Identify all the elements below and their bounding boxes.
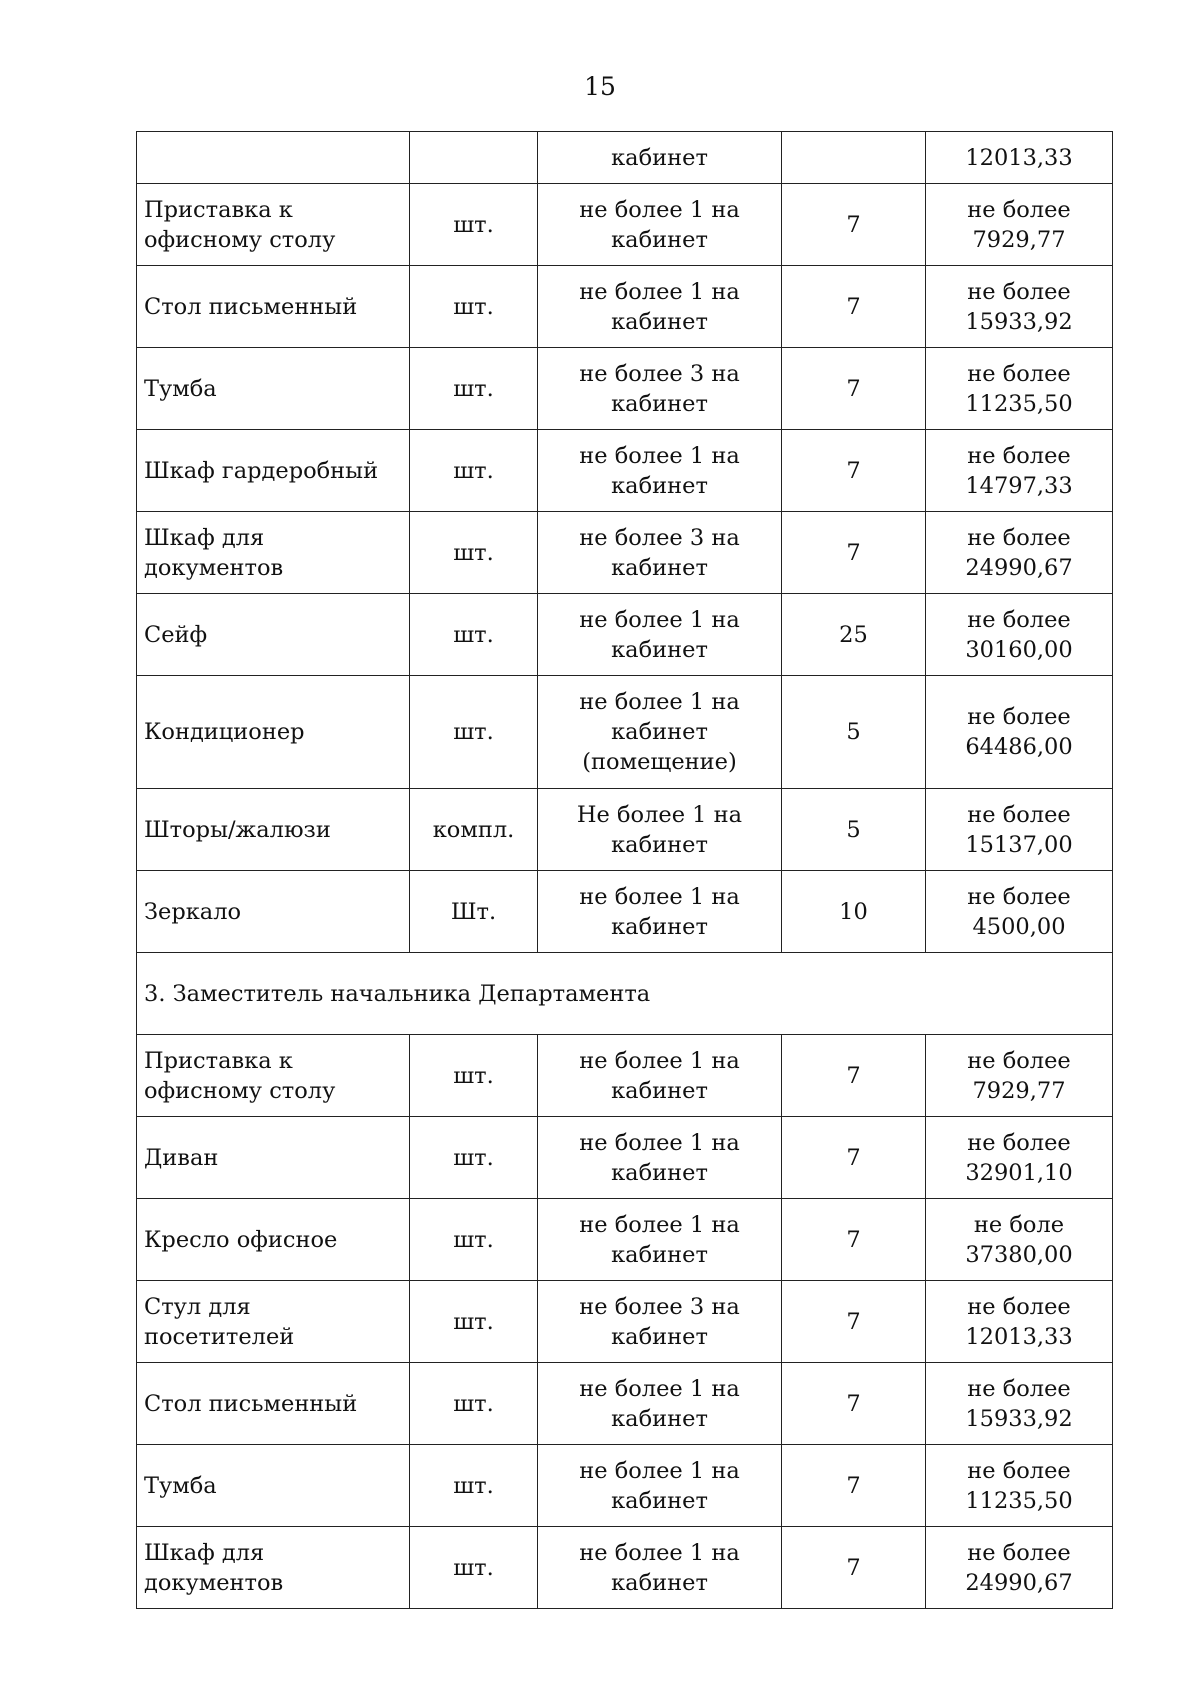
item-max-price: не более 30160,00 — [926, 594, 1113, 676]
table-row — [137, 1199, 1113, 1281]
item-name: Стол письменный — [137, 1363, 410, 1445]
item-name: Зеркало — [137, 871, 410, 953]
item-max-price: не более 15933,92 — [926, 1363, 1113, 1445]
item-name: Шторы/жалюзи — [137, 789, 410, 871]
item-name: Тумба — [137, 1445, 410, 1527]
item-quantity-norm: не более 1 на кабинет — [538, 1199, 782, 1281]
item-service-life: 7 — [782, 1199, 926, 1281]
table-row — [137, 1117, 1113, 1199]
item-unit: Шт. — [410, 871, 538, 953]
item-unit: шт. — [410, 430, 538, 512]
item-service-life: 7 — [782, 1527, 926, 1609]
item-quantity-norm: кабинет — [538, 132, 782, 184]
table-row — [137, 594, 1113, 676]
item-name: Кондиционер — [137, 676, 410, 789]
table-row — [137, 184, 1113, 266]
item-service-life: 7 — [782, 1281, 926, 1363]
item-quantity-norm: не более 1 на кабинет — [538, 184, 782, 266]
item-max-price: не более 7929,77 — [926, 184, 1113, 266]
item-quantity-norm: не более 3 на кабинет — [538, 512, 782, 594]
item-name: Шкаф для документов — [137, 1527, 410, 1609]
furniture-norms-table — [136, 131, 1113, 1609]
item-name: Кресло офисное — [137, 1199, 410, 1281]
item-unit: шт. — [410, 676, 538, 789]
item-unit: шт. — [410, 1199, 538, 1281]
item-max-price: не более 12013,33 — [926, 1281, 1113, 1363]
item-quantity-norm: не более 1 на кабинет — [538, 1035, 782, 1117]
item-service-life: 5 — [782, 676, 926, 789]
item-max-price: не боле 37380,00 — [926, 1199, 1113, 1281]
item-name: Приставка к офисному столу — [137, 184, 410, 266]
item-service-life: 7 — [782, 1035, 926, 1117]
item-max-price: не более 15137,00 — [926, 789, 1113, 871]
item-max-price: не более 32901,10 — [926, 1117, 1113, 1199]
item-unit: шт. — [410, 266, 538, 348]
item-unit: шт. — [410, 594, 538, 676]
item-max-price: не более 11235,50 — [926, 348, 1113, 430]
item-service-life: 7 — [782, 512, 926, 594]
item-service-life: 5 — [782, 789, 926, 871]
item-service-life: 25 — [782, 594, 926, 676]
item-quantity-norm: не более 1 на кабинет — [538, 430, 782, 512]
item-unit: шт. — [410, 1527, 538, 1609]
item-unit: шт. — [410, 1363, 538, 1445]
item-max-price: не более 24990,67 — [926, 1527, 1113, 1609]
item-name: Шкаф гардеробный — [137, 430, 410, 512]
item-max-price: не более 7929,77 — [926, 1035, 1113, 1117]
item-unit: шт. — [410, 1281, 538, 1363]
item-name — [137, 132, 410, 184]
table-row — [137, 1363, 1113, 1445]
section-title: 3. Заместитель начальника Департамента — [137, 953, 1113, 1035]
item-max-price: не более 4500,00 — [926, 871, 1113, 953]
item-service-life: 7 — [782, 1117, 926, 1199]
table-row — [137, 266, 1113, 348]
table-row-continued — [137, 132, 1113, 184]
item-unit: компл. — [410, 789, 538, 871]
item-max-price: не более 14797,33 — [926, 430, 1113, 512]
page-number: 15 — [584, 72, 616, 101]
item-quantity-norm: не более 1 на кабинет — [538, 594, 782, 676]
item-quantity-norm: не более 1 на кабинет — [538, 266, 782, 348]
item-service-life — [782, 132, 926, 184]
table-row — [137, 1527, 1113, 1609]
item-service-life: 7 — [782, 348, 926, 430]
item-unit — [410, 132, 538, 184]
item-max-price: не более 24990,67 — [926, 512, 1113, 594]
table-row — [137, 348, 1113, 430]
item-name: Стул для посетителей — [137, 1281, 410, 1363]
table-row — [137, 789, 1113, 871]
item-quantity-norm: не более 1 на кабинет — [538, 871, 782, 953]
item-service-life: 7 — [782, 430, 926, 512]
item-quantity-norm: не более 3 на кабинет — [538, 1281, 782, 1363]
item-quantity-norm: не более 3 на кабинет — [538, 348, 782, 430]
table-row — [137, 512, 1113, 594]
item-quantity-norm: не более 1 на кабинет — [538, 1363, 782, 1445]
item-service-life: 7 — [782, 1363, 926, 1445]
item-unit: шт. — [410, 1117, 538, 1199]
table-row — [137, 676, 1113, 789]
item-quantity-norm: не более 1 на кабинет — [538, 1445, 782, 1527]
item-name: Стол письменный — [137, 266, 410, 348]
item-max-price: не более 11235,50 — [926, 1445, 1113, 1527]
item-service-life: 10 — [782, 871, 926, 953]
item-max-price: не более 15933,92 — [926, 266, 1113, 348]
item-unit: шт. — [410, 348, 538, 430]
table-row — [137, 1035, 1113, 1117]
section-row — [137, 953, 1113, 1035]
item-max-price: не более 64486,00 — [926, 676, 1113, 789]
item-quantity-norm: не более 1 на кабинет — [538, 1117, 782, 1199]
item-name: Тумба — [137, 348, 410, 430]
item-unit: шт. — [410, 184, 538, 266]
item-max-price: 12013,33 — [926, 132, 1113, 184]
table-row — [137, 871, 1113, 953]
item-unit: шт. — [410, 512, 538, 594]
item-quantity-norm: не более 1 на кабинет (помещение) — [538, 676, 782, 789]
item-unit: шт. — [410, 1035, 538, 1117]
item-service-life: 7 — [782, 184, 926, 266]
item-name: Шкаф для документов — [137, 512, 410, 594]
item-name: Приставка к офисному столу — [137, 1035, 410, 1117]
table-row — [137, 1281, 1113, 1363]
item-service-life: 7 — [782, 1445, 926, 1527]
table-row — [137, 430, 1113, 512]
item-name: Сейф — [137, 594, 410, 676]
item-service-life: 7 — [782, 266, 926, 348]
item-name: Диван — [137, 1117, 410, 1199]
table-row — [137, 1445, 1113, 1527]
item-quantity-norm: Не более 1 на кабинет — [538, 789, 782, 871]
item-quantity-norm: не более 1 на кабинет — [538, 1527, 782, 1609]
item-unit: шт. — [410, 1445, 538, 1527]
